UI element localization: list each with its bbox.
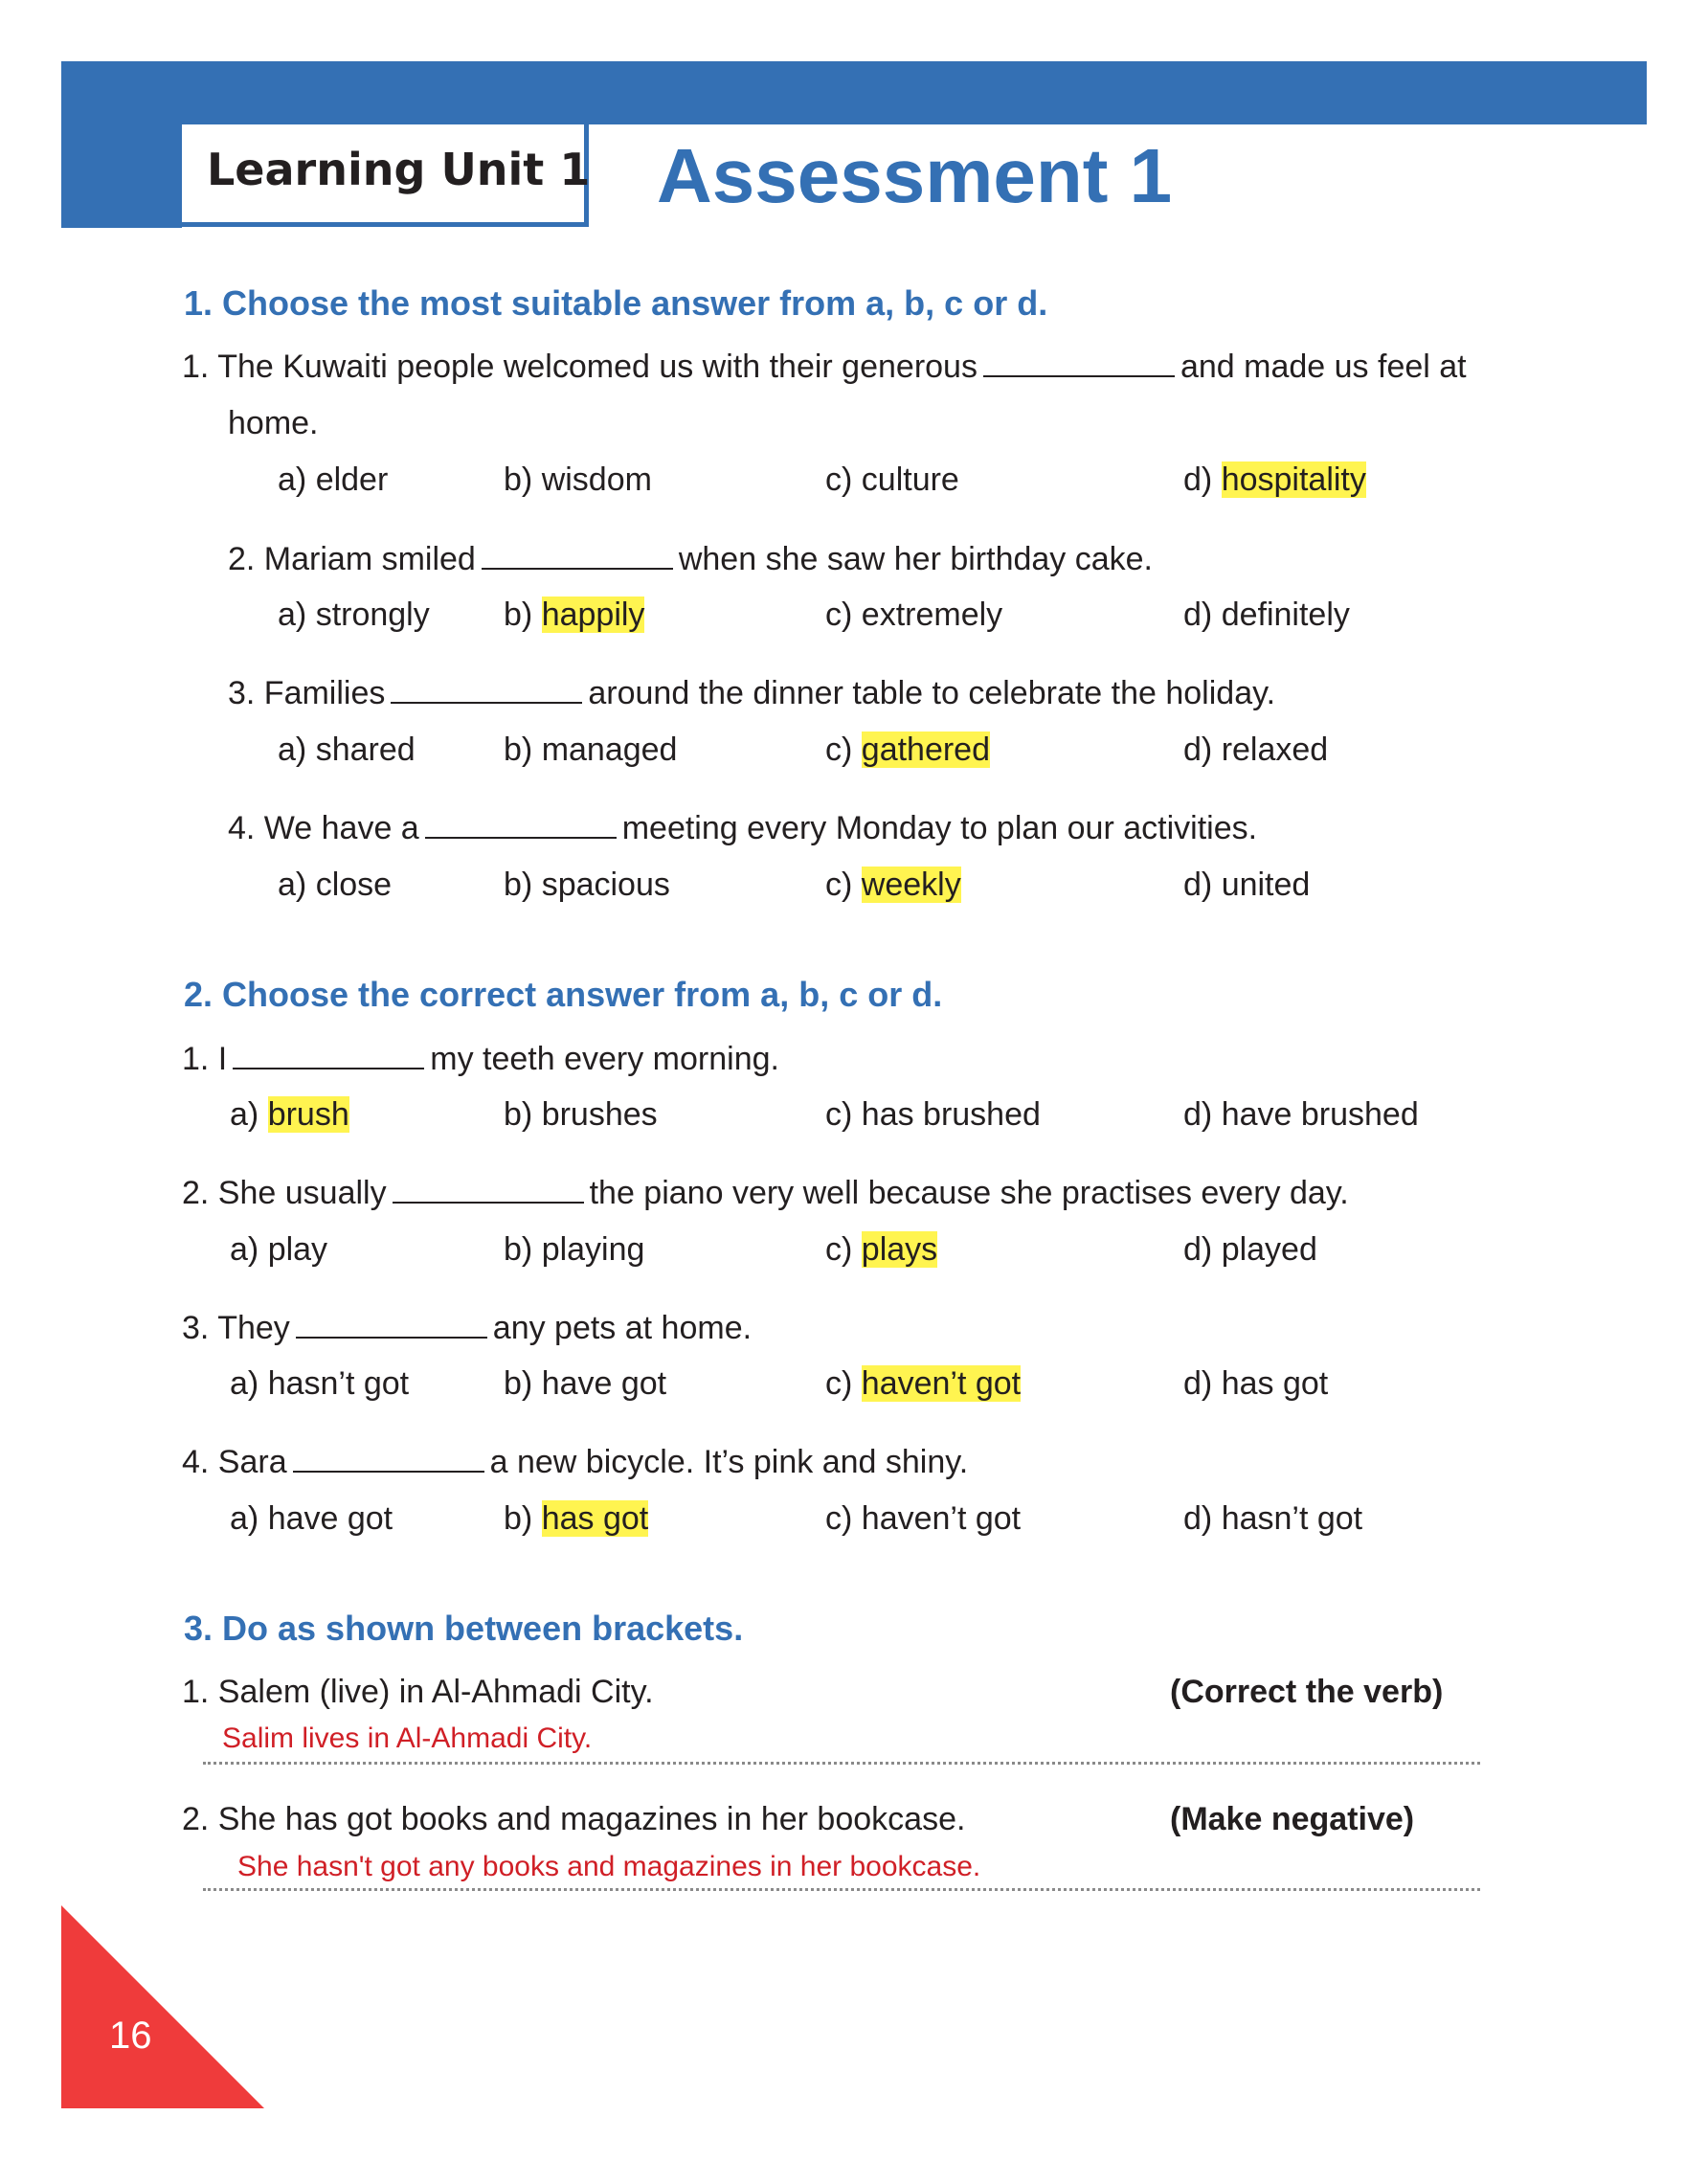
option-text: united (1221, 867, 1311, 903)
question-2-3 (182, 1309, 752, 1348)
option-c: c) culture (825, 461, 959, 498)
highlighted-answer: weekly (861, 867, 961, 903)
option-text: brushes (541, 1096, 658, 1133)
option-a: a) elder (278, 461, 389, 498)
option-text: extremely (861, 597, 1003, 633)
unit-label: Learning Unit 1 (207, 144, 591, 195)
question-text: when she saw her birthday cake. (678, 541, 1154, 577)
option-text: culture (861, 461, 959, 498)
option-text: played (1221, 1231, 1317, 1268)
question-text: the piano very well because she practises every day. (589, 1175, 1349, 1211)
option-c: c) plays (825, 1231, 938, 1268)
option-text: playing (541, 1231, 645, 1268)
option-c: c) weekly (825, 867, 961, 903)
option-text: play (267, 1231, 328, 1268)
option-c: c) haven’t got (825, 1365, 1022, 1402)
option-c: c) has brushed (825, 1096, 1041, 1133)
highlighted-answer: haven’t got (861, 1365, 1022, 1402)
page-title: Assessment 1 (657, 133, 1173, 218)
option-d: d) has got (1183, 1365, 1329, 1402)
option-b: b) spacious (504, 867, 670, 903)
question-1-2 (228, 540, 1153, 579)
option-text: have brushed (1221, 1096, 1419, 1133)
option-d: d) hasn’t got (1183, 1500, 1363, 1537)
section-3-heading: 3. Do as shown between brackets. (184, 1609, 744, 1648)
answer-blank (425, 812, 617, 839)
exercise-3-1: 1. Salem (live) in Al-Ahmadi City. (182, 1674, 654, 1710)
question-text: my teeth every morning. (430, 1041, 779, 1077)
section-2-heading: 2. Choose the correct answer from a, b, c or d. (184, 975, 943, 1014)
highlighted-answer: gathered (861, 732, 991, 768)
option-b: b) have got (504, 1365, 667, 1402)
option-text: relaxed (1221, 732, 1329, 768)
question-2-1 (182, 1040, 779, 1079)
option-b: b) wisdom (504, 461, 652, 498)
answer-blank (296, 1312, 487, 1339)
option-d: d) united (1183, 867, 1311, 903)
option-d: d) hospitality (1183, 461, 1366, 498)
option-a: a) have got (230, 1500, 393, 1537)
answer-blank (482, 543, 673, 570)
header-bar (61, 61, 1647, 124)
exercise-instruction: (Correct the verb) (1170, 1674, 1444, 1710)
question-text: 4. Sara (182, 1444, 287, 1480)
option-text: has brushed (861, 1096, 1041, 1133)
answer-blank (293, 1446, 484, 1473)
option-text: have got (541, 1365, 667, 1402)
option-b: b) playing (504, 1231, 645, 1268)
option-a: a) strongly (278, 597, 430, 633)
question-text: 1. I (182, 1041, 228, 1077)
question-1-1 (182, 348, 1467, 387)
question-text: any pets at home. (492, 1310, 753, 1346)
highlighted-answer: hospitality (1221, 461, 1366, 498)
option-a: a) shared (278, 732, 416, 768)
option-a: a) brush (230, 1096, 349, 1133)
option-text: have got (267, 1500, 393, 1537)
question-text: 1. The Kuwaiti people welcomed us with their generous (182, 349, 978, 385)
option-d: d) played (1183, 1231, 1317, 1268)
option-text: definitely (1221, 597, 1350, 633)
option-c: c) gathered (825, 732, 991, 768)
answer-line (203, 1762, 1480, 1765)
question-text: and made us feel at (1180, 349, 1467, 385)
question-text: a new bicycle. It’s pink and shiny. (489, 1444, 969, 1480)
answer-blank (983, 350, 1175, 377)
option-a: a) hasn’t got (230, 1365, 410, 1402)
question-text: 4. We have a (228, 810, 419, 846)
option-text: spacious (541, 867, 670, 903)
question-text: 3. They (182, 1310, 290, 1346)
option-c: c) haven’t got (825, 1500, 1022, 1537)
option-text: elder (315, 461, 389, 498)
handwritten-answer: Salim lives in Al-Ahmadi City. (222, 1722, 593, 1754)
option-b: b) has got (504, 1500, 649, 1537)
answer-blank (391, 677, 582, 704)
option-text: close (315, 867, 393, 903)
page-corner-triangle (61, 1905, 264, 2108)
exercise-3-2: 2. She has got books and magazines in her bookcase. (182, 1801, 966, 1837)
handwritten-answer: She hasn't got any books and magazines in her bookcase. (237, 1851, 981, 1882)
exercise-instruction: (Make negative) (1170, 1801, 1415, 1837)
answer-blank (393, 1177, 584, 1204)
answer-line (203, 1888, 1480, 1891)
highlighted-answer: plays (861, 1231, 938, 1268)
option-text: managed (541, 732, 678, 768)
option-text: wisdom (541, 461, 652, 498)
page-number: 16 (109, 2015, 152, 2057)
option-a: a) play (230, 1231, 328, 1268)
option-text: shared (315, 732, 416, 768)
answer-blank (233, 1043, 424, 1069)
question-text: 2. She usually (182, 1175, 387, 1211)
question-1-1-continued: home. (228, 405, 319, 441)
question-text: around the dinner table to celebrate the holiday. (588, 675, 1276, 711)
question-2-2 (182, 1174, 1349, 1213)
option-d: d) definitely (1183, 597, 1350, 633)
option-b: b) managed (504, 732, 678, 768)
question-1-3 (228, 674, 1275, 713)
question-text: 3. Families (228, 675, 386, 711)
highlighted-answer: brush (267, 1096, 349, 1133)
header-side-block (61, 124, 182, 228)
question-text: meeting every Monday to plan our activities. (621, 810, 1258, 846)
section-1-heading: 1. Choose the most suitable answer from a, b, c or d. (184, 283, 1048, 323)
question-text: 2. Mariam smiled (228, 541, 476, 577)
option-a: a) close (278, 867, 393, 903)
question-2-4 (182, 1443, 968, 1482)
option-b: b) happily (504, 597, 645, 633)
option-text: has got (1221, 1365, 1329, 1402)
highlighted-answer: has got (541, 1500, 649, 1537)
question-1-4 (228, 809, 1257, 848)
option-c: c) extremely (825, 597, 1003, 633)
option-d: d) have brushed (1183, 1096, 1419, 1133)
option-text: hasn’t got (1221, 1500, 1363, 1537)
option-b: b) brushes (504, 1096, 658, 1133)
option-text: hasn’t got (267, 1365, 410, 1402)
option-d: d) relaxed (1183, 732, 1329, 768)
option-text: haven’t got (861, 1500, 1022, 1537)
option-text: strongly (315, 597, 430, 633)
highlighted-answer: happily (541, 597, 645, 633)
